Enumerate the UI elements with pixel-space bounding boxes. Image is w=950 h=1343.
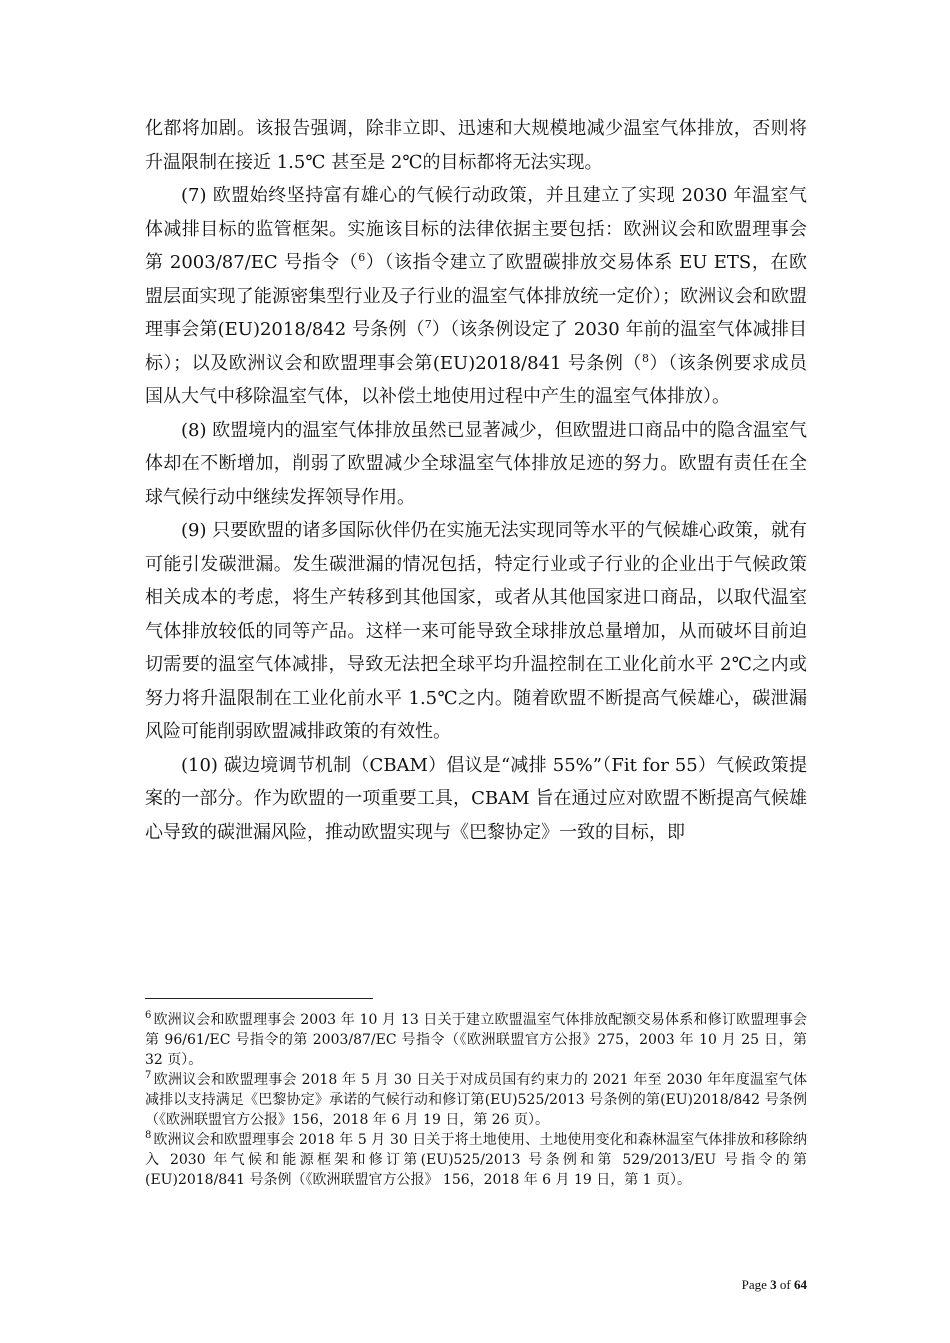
footnotes xyxy=(145,1010,807,1190)
footnote-ref: 8 xyxy=(642,351,649,365)
footnote-text: 欧洲议会和欧盟理事会 2003 年 10 月 13 日关于建立欧盟温室气体排放配额交易体系和修订欧盟理事会第 96/61/EC 号指令的第 2003/87/EC 号指令（《欧洲联盟官方公报》275，2003 年 10 月 25 日，第 32 页）。 xyxy=(145,1012,807,1068)
footnote-ref: 6 xyxy=(358,251,366,264)
paragraph-9 xyxy=(145,514,807,749)
footnote-text: 欧洲议会和欧盟理事会 2018 年 5 月 30 日关于将土地使用、土地使用变化和森林温室气体排放和移除纳入 2030 年气候和能源框架和修订第(EU)525/2013 号条例和第 529/2013/EU 号指令的第(EU)2018/841 号条例（《欧洲联盟官方公报》 156，2018 年 6 月 19 日，第 1 页）。 xyxy=(145,1132,807,1188)
paragraph-text: 化都将加剧。该报告强调，除非立即、迅速和大规模地减少温室气体排放，否则将升温限制在接近 1.5℃ 甚至是 2℃的目标都将无法实现。 xyxy=(145,118,807,173)
footnote-7 xyxy=(145,1070,807,1130)
footnote-mark: 6 xyxy=(145,1010,152,1022)
page-number-total: 64 xyxy=(794,1277,807,1292)
page-number-middle: of xyxy=(776,1277,794,1292)
footnote-mark: 8 xyxy=(145,1130,152,1142)
paragraph-text: (7) 欧盟始终坚持富有雄心的气候行动政策，并且建立了实现 2030 年温室气体减排目标的监管框架。实施该目标的法律依据主要包括：欧洲议会和欧盟理事会第 2003/87/EC 号指令（ xyxy=(145,185,807,273)
paragraph-text: ）（该条例要求成员国从大气中移除温室气体，以补偿土地使用过程中产生的温室气体排放）。 xyxy=(145,352,808,407)
footnote-8 xyxy=(145,1130,807,1190)
paragraph-continuation xyxy=(145,112,807,179)
footnote-divider xyxy=(145,998,373,999)
footnote-mark: 7 xyxy=(145,1070,152,1082)
paragraph-text: (9) 只要欧盟的诸多国际伙伴仍在实施无法实现同等水平的气候雄心政策，就有可能引发碳泄漏。发生碳泄漏的情况包括，特定行业或子行业的企业出于气候政策相关成本的考虑，将生产转移到其他国家，或者从其他国家进口商品，以取代温室气体排放较低的同等产品。这样一来可能导致全球排放总量增加，从而破坏目前迫切需要的温室气体减排，导致无法把全球平均升温控制在工业化前水平 2℃之内或努力将升温限制在工业化前水平 1.5℃之内。随着欧盟不断提高气候雄心，碳泄漏风险可能削弱欧盟减排政策的有效性。 xyxy=(145,520,807,742)
paragraph-7 xyxy=(145,179,807,414)
footnote-text: 欧洲议会和欧盟理事会 2018 年 5 月 30 日关于对成员国有约束力的 2021 年至 2030 年年度温室气体减排以支持满足《巴黎协定》承诺的气候行动和修订第(EU)525/2013 号条例的第(EU)2018/842 号条例（《欧洲联盟官方公报》156，2018 年 6 月 19 日，第 26 页）。 xyxy=(145,1072,807,1128)
body-text xyxy=(145,112,807,849)
paragraph-10 xyxy=(145,749,807,850)
page-number-current: 3 xyxy=(770,1277,777,1292)
footnote-6 xyxy=(145,1010,807,1070)
paragraph-text: (10) 碳边境调节机制（CBAM）倡议是“减排 55%”（Fit for 55）气候政策提案的一部分。作为欧盟的一项重要工具，CBAM 旨在通过应对欧盟不断提高气候雄心导致的碳泄漏风险，推动欧盟实现与《巴黎协定》一致的目标，即 xyxy=(145,754,807,843)
paragraph-text: (8) 欧盟境内的温室气体排放虽然已显著减少，但欧盟进口商品中的隐含温室气体却在不断增加，削弱了欧盟减少全球温室气体排放足迹的努力。欧盟有责任在全球气候行动中继续发挥领导作用。 xyxy=(145,419,807,508)
page-number xyxy=(742,1277,807,1293)
page-number-prefix: Page xyxy=(741,1277,771,1292)
paragraph-text: ）（该指令建立了欧盟碳排放交易体系 EU ETS，在欧盟层面实现了能源密集型行业及子行业的温室气体排放统一定价）；欧洲议会和欧盟理事会第(EU)2018/842 号条例（ xyxy=(145,252,807,340)
paragraph-text: ）（该条例设定了 2030 年前的温室气体减排目标）；以及欧洲议会和欧盟理事会第(EU)2018/841 号条例（ xyxy=(145,319,807,374)
footnote-ref: 7 xyxy=(424,318,432,331)
paragraph-8 xyxy=(145,414,807,515)
